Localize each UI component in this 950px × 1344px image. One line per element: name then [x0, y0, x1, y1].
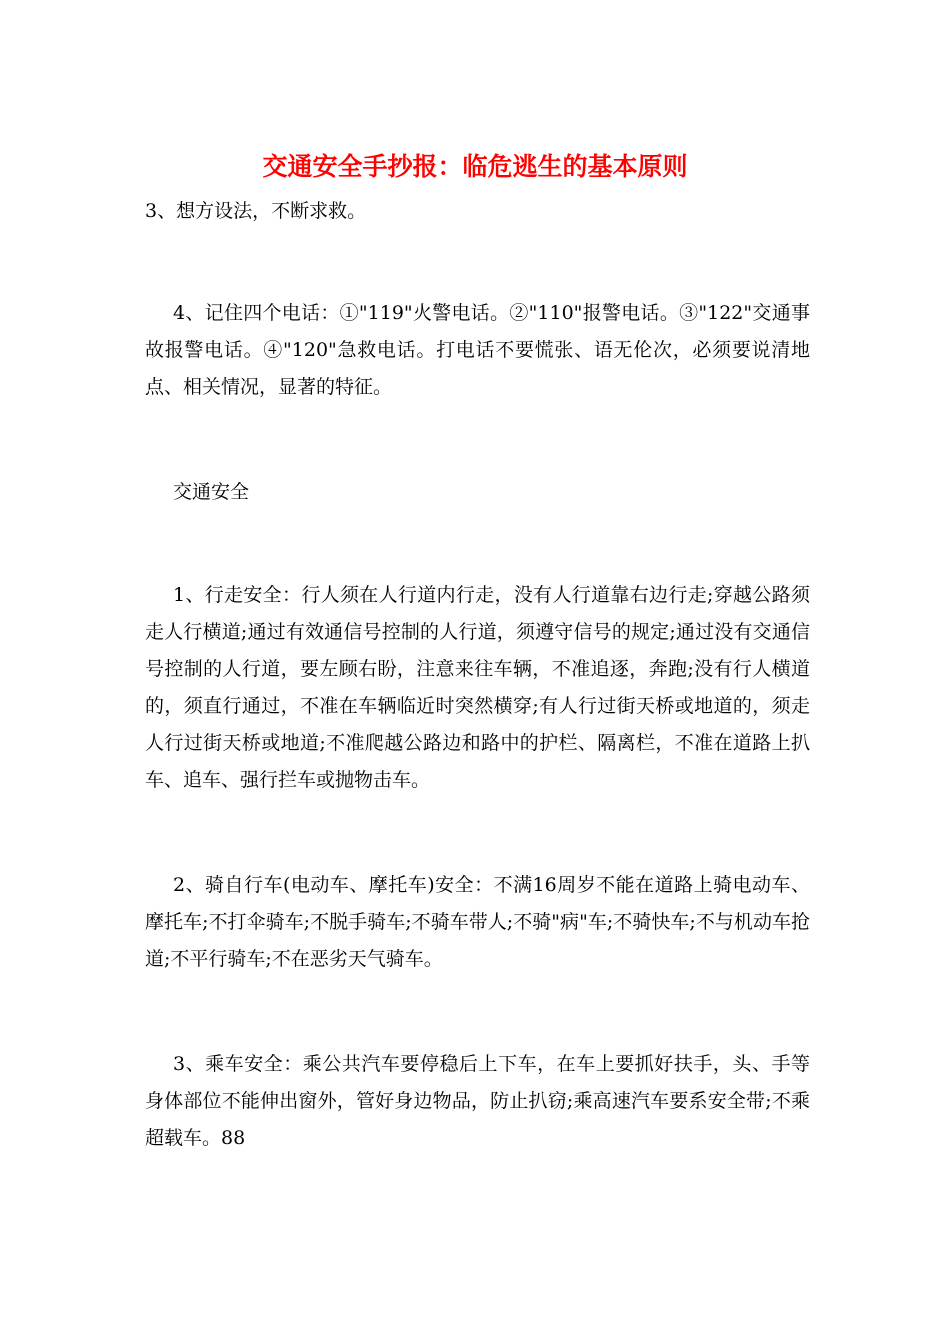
paragraph-phone-numbers: 4、记住四个电话：①"119"火警电话。②"110"报警电话。③"122"交通事故报警电话。④"120"急救电话。打电话不要慌张、语无伦次，必须要说清地点、相关情况，显著的特征。	[145, 302, 810, 398]
document-title: 交通安全手抄报：临危逃生的基本原则	[262, 152, 688, 181]
paragraph-cycling-safety: 2、骑自行车(电动车、摩托车)安全：不满16周岁不能在道路上骑电动车、摩托车;不打伞骑车;不脱手骑车;不骑车带人;不骑"病"车;不骑快车;不与机动车抢道;不平行骑车;不在恶劣天气骑车。	[145, 874, 810, 970]
paragraph-help: 3、想方设法，不断求救。	[145, 200, 367, 222]
paragraph-walking-safety: 1、行走安全：行人须在人行道内行走，没有人行道靠右边行走;穿越公路须走人行横道;通过有效通信号控制的人行道，须遵守信号的规定;通过没有交通信号控制的人行道，要左顾右盼，注意来往车辆，不准追逐，奔跑;没有行人横道的，须直行通过，不准在车辆临近时突然横穿;有人行过街天桥或地道的，须走人行过街天桥或地道;不准爬越公路边和路中的护栏、隔离栏，不准在道路上扒车、追车、强行拦车或抛物击车。	[145, 584, 810, 791]
section-heading-traffic-safety: 交通安全	[173, 481, 250, 503]
paragraph-riding-safety: 3、乘车安全：乘公共汽车要停稳后上下车，在车上要抓好扶手，头、手等身体部位不能伸出窗外，管好身边物品，防止扒窃;乘高速汽车要系安全带;不乘超载车。88	[145, 1053, 810, 1149]
